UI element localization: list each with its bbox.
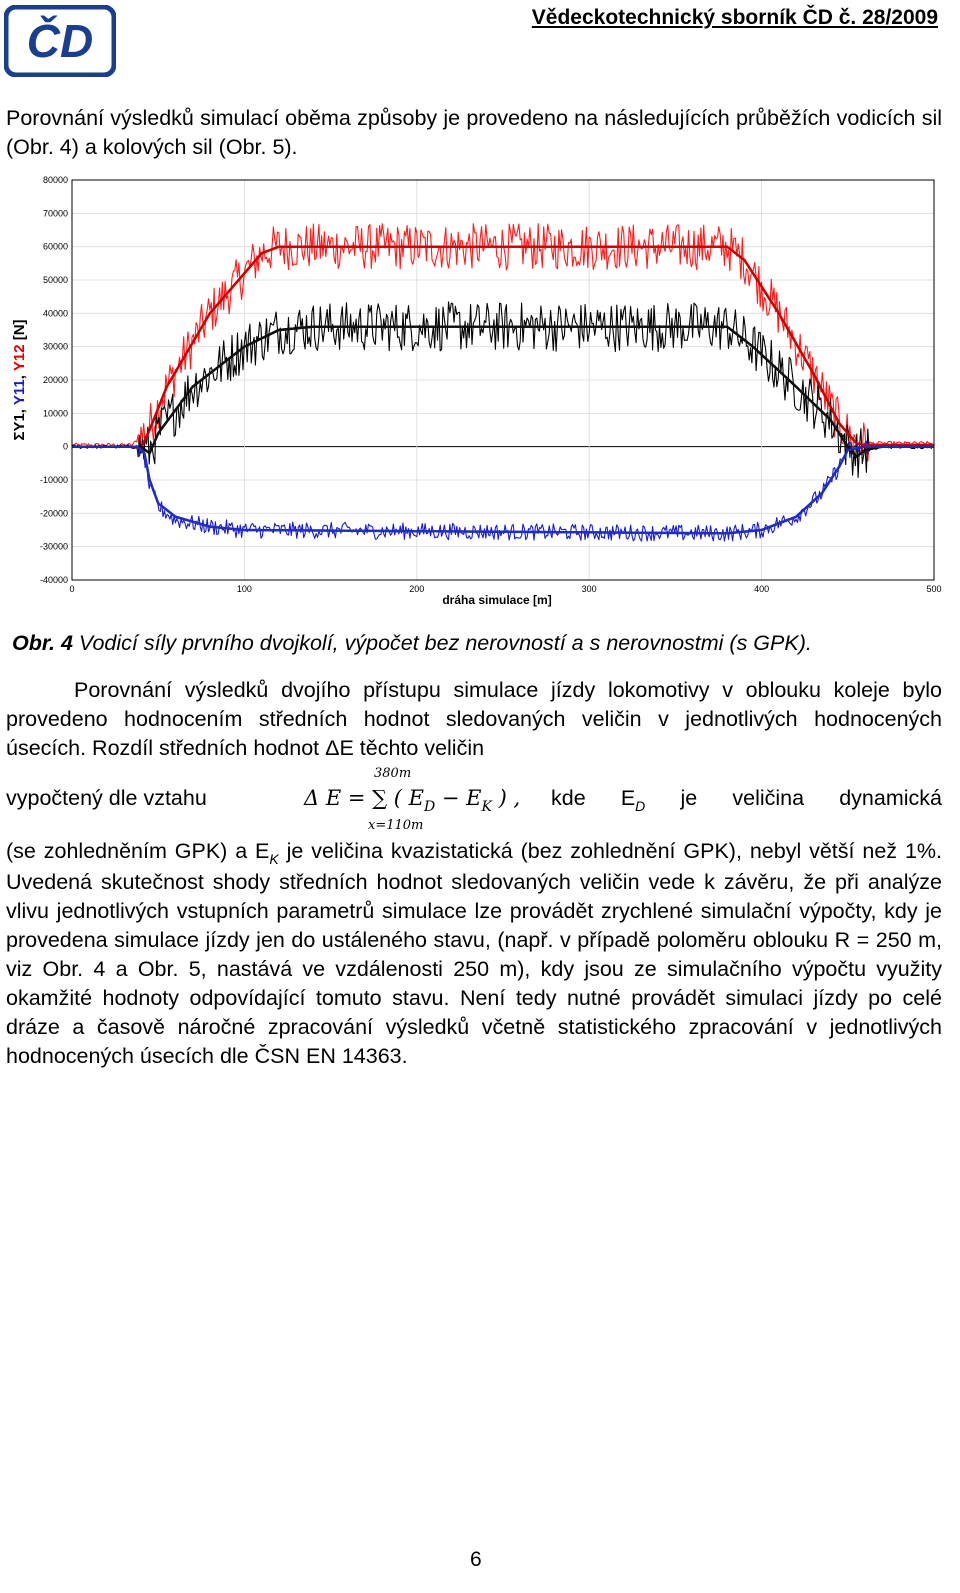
y-tick-label: 50000 (42, 275, 68, 285)
logo-text: ČD (26, 15, 94, 67)
y-tick-label: -40000 (39, 575, 68, 585)
journal-title: Vědeckotechnický sborník ČD č. 28/2009 (531, 6, 938, 29)
equation-line (6, 766, 942, 842)
y-tick-label: 0 (62, 441, 68, 452)
equation-suffix: kde $E_D$ je veličina dynamická (551, 786, 942, 814)
caption-label: Obr. 4 (12, 631, 73, 655)
mean-line-3 (72, 447, 934, 534)
y-tick-label: -10000 (39, 475, 68, 485)
caption-text: Vodicí síly prvního dvojkolí, výpočet bez nerovností a s nerovnostmi (s GPK). (72, 631, 812, 655)
y-tick-label: 60000 (42, 241, 68, 252)
y-tick-label: 70000 (42, 208, 68, 219)
series-line-3 (72, 447, 934, 534)
paragraph-2: Porovnání výsledků dvojího přístupu simulace jízdy lokomotivy v oblouku koleje bylo provedeno hodnocením středních hodnot sledovaných veličin v jednotlivých hodnocených úsecích. Rozdíl středních hodnot ΔE těchto veličin (6, 678, 942, 760)
x-tick-label: 100 (236, 584, 252, 594)
y-axis-label (11, 319, 28, 440)
y-tick-labels (40, 175, 68, 585)
y-label-sep-2: , (11, 371, 28, 380)
y-tick-label: 80000 (42, 175, 68, 185)
x-tick-label: 200 (409, 584, 425, 594)
y-label-unit: [N] (11, 319, 28, 345)
x-axis-label: dráha simulace [m] (442, 593, 552, 607)
y-label-part-3: Y12 (11, 344, 28, 372)
x-tick-label: 500 (926, 584, 942, 594)
cd-logo (4, 5, 116, 77)
y-tick-label: -20000 (39, 508, 68, 519)
sum-lower-limit: x=110m (368, 818, 424, 833)
y-label-sep-1: , (11, 405, 28, 414)
chart-series (72, 224, 934, 541)
page-number: 6 (470, 1548, 482, 1571)
y-tick-label: 10000 (42, 408, 68, 419)
x-tick-label: 400 (754, 584, 770, 594)
series-line-6 (72, 441, 933, 541)
figure-chart (0, 170, 960, 630)
y-label-part-2: Y11 (11, 379, 28, 406)
y-tick-label: -30000 (39, 541, 68, 552)
x-tick-label: 0 (69, 584, 75, 594)
figure-caption (12, 631, 812, 656)
equation-formula: Δ E = ∑ ( $E_D - E_K$ ) , (304, 786, 521, 815)
chart-svg (0, 170, 960, 630)
series-line-4 (72, 224, 933, 461)
y-label-part-1: ΣY1 (11, 413, 28, 441)
sum-upper-limit: 380m (374, 766, 412, 781)
equation-prefix: vypočtený dle vztahu (6, 786, 207, 810)
paragraph-3: (se zohledněním GPK) a $E_K$ je veličina kvazistatická (bez zohlednění GPK), nebyl větší než 1%. Uvedená skutečnost shody středních hodnot sledovaných veličin vede k závěru, že při analýze vlivu jednotlivých vstupních parametrů simulace lze provádět zrychlené simulační výpočty, kdy je provedena simulace jízdy jen do ustáleného stavu, (např. v případě poloměru oblouku R = 250 m, viz Obr. 4 a Obr. 5, nastává ve vzdálenosti 250 m), kdy jsou ze simulačního výpočtu využity okamžité hodnoty odpovídající tomuto stavu. Není tedy nutné provádět simulaci jízdy po celé dráze a časově náročné zpracování výsledků včetně statistického zpracování v jednotlivých hodnocených úsecích dle ČSN EN 14363. (6, 839, 942, 1068)
y-tick-label: 30000 (42, 341, 68, 352)
intro-paragraph: Porovnání výsledků simulací oběma způsoby je provedeno na následujících průběžích vodicích sil (Obr. 4) a kolových sil (Obr. 5). (6, 106, 942, 159)
y-tick-label: 20000 (42, 375, 68, 385)
mean-line-1 (72, 247, 934, 449)
series-line-1 (72, 247, 934, 449)
x-tick-label: 300 (581, 584, 597, 594)
y-tick-label: 40000 (42, 308, 68, 319)
